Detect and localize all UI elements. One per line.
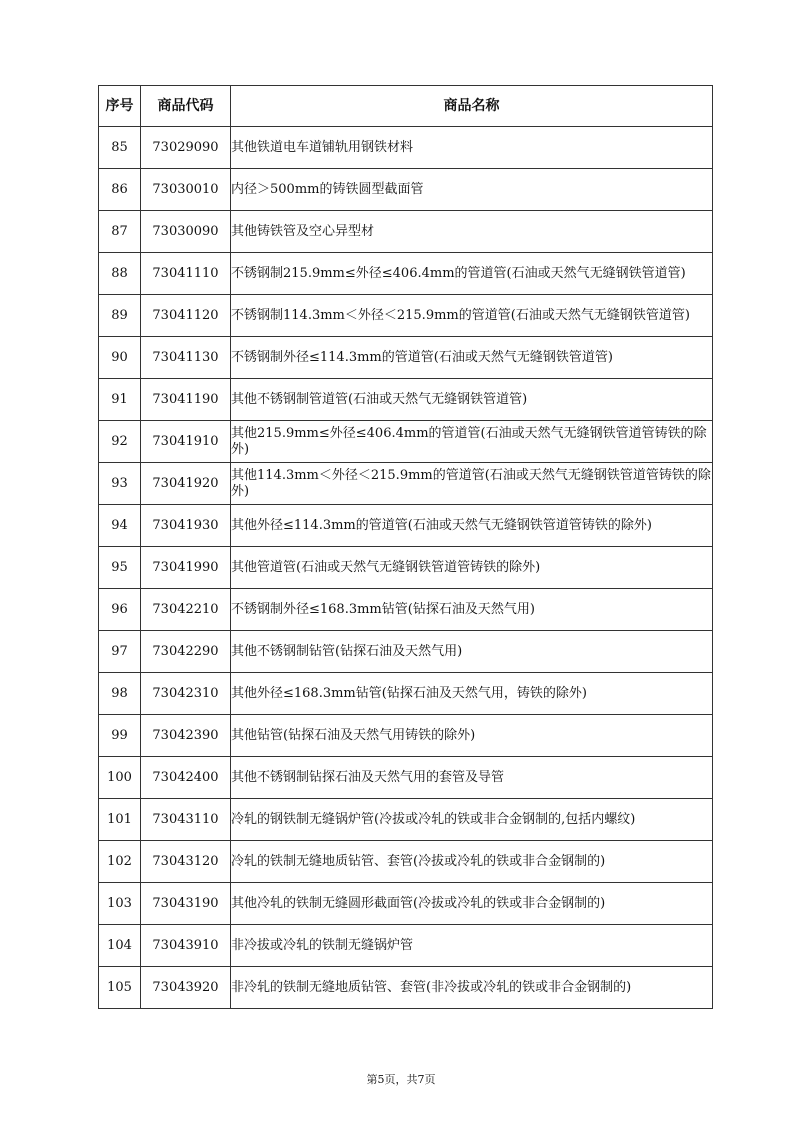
serial-no-cell: 100 (99, 757, 141, 799)
serial-no-cell: 88 (99, 253, 141, 295)
product-name-cell: 不锈钢制外径≤168.3mm钻管(钻探石油及天然气用) (231, 589, 713, 631)
product-code-cell: 73030010 (141, 169, 231, 211)
product-code-cell: 73043120 (141, 841, 231, 883)
product-code-cell: 73041110 (141, 253, 231, 295)
product-code-cell: 73041930 (141, 505, 231, 547)
product-code-cell: 73029090 (141, 127, 231, 169)
product-name-cell: 其他铸铁管及空心异型材 (231, 211, 713, 253)
product-name-cell: 其他不锈钢制钻管(钻探石油及天然气用) (231, 631, 713, 673)
product-code-cell: 73042390 (141, 715, 231, 757)
product-name-cell: 其他114.3mm＜外径＜215.9mm的管道管(石油或天然气无缝钢铁管道管铸铁的除外) (231, 463, 713, 505)
serial-no-cell: 102 (99, 841, 141, 883)
table-row (99, 295, 713, 337)
product-code-cell: 73043920 (141, 967, 231, 1009)
serial-no-cell: 94 (99, 505, 141, 547)
table-row (99, 211, 713, 253)
table-row (99, 757, 713, 799)
table-row (99, 589, 713, 631)
table-row (99, 799, 713, 841)
table-row (99, 715, 713, 757)
table-row (99, 463, 713, 505)
product-code-cell: 73030090 (141, 211, 231, 253)
serial-no-cell: 90 (99, 337, 141, 379)
table-row (99, 169, 713, 211)
product-name-cell: 其他外径≤168.3mm钻管(钻探石油及天然气用，铸铁的除外) (231, 673, 713, 715)
product-code-cell: 73041990 (141, 547, 231, 589)
product-code-cell: 73043190 (141, 883, 231, 925)
product-name-cell: 其他不锈钢制钻探石油及天然气用的套管及导管 (231, 757, 713, 799)
table-header-row (99, 86, 713, 127)
product-name-cell: 非冷轧的铁制无缝地质钻管、套管(非冷拔或冷轧的铁或非合金钢制的) (231, 967, 713, 1009)
table-row (99, 253, 713, 295)
serial-no-cell: 104 (99, 925, 141, 967)
serial-no-cell: 103 (99, 883, 141, 925)
table-row (99, 421, 713, 463)
product-name-cell: 其他钻管(钻探石油及天然气用铸铁的除外) (231, 715, 713, 757)
product-code-cell: 73043110 (141, 799, 231, 841)
serial-no-cell: 95 (99, 547, 141, 589)
serial-no-cell: 101 (99, 799, 141, 841)
product-name-cell: 其他冷轧的铁制无缝圆形截面管(冷拔或冷轧的铁或非合金钢制的) (231, 883, 713, 925)
header-product-name: 商品名称 (231, 86, 713, 127)
serial-no-cell: 86 (99, 169, 141, 211)
product-name-cell: 不锈钢制114.3mm＜外径＜215.9mm的管道管(石油或天然气无缝钢铁管道管) (231, 295, 713, 337)
product-code-cell: 73041190 (141, 379, 231, 421)
table-row (99, 547, 713, 589)
table-body (99, 127, 713, 1009)
serial-no-cell: 89 (99, 295, 141, 337)
product-name-cell: 其他不锈钢制管道管(石油或天然气无缝钢铁管道管) (231, 379, 713, 421)
serial-no-cell: 105 (99, 967, 141, 1009)
header-product-code: 商品代码 (141, 86, 231, 127)
document-page (98, 85, 712, 1009)
product-code-cell: 73041920 (141, 463, 231, 505)
product-name-cell: 其他外径≤114.3mm的管道管(石油或天然气无缝钢铁管道管铸铁的除外) (231, 505, 713, 547)
product-code-cell: 73041130 (141, 337, 231, 379)
serial-no-cell: 92 (99, 421, 141, 463)
product-name-cell: 冷轧的铁制无缝地质钻管、套管(冷拔或冷轧的铁或非合金钢制的) (231, 841, 713, 883)
goods-table (98, 85, 713, 1009)
product-name-cell: 内径＞500mm的铸铁圆型截面管 (231, 169, 713, 211)
product-code-cell: 73042310 (141, 673, 231, 715)
header-serial-no: 序号 (99, 86, 141, 127)
product-code-cell: 73041120 (141, 295, 231, 337)
product-code-cell: 73042290 (141, 631, 231, 673)
serial-no-cell: 98 (99, 673, 141, 715)
product-code-cell: 73043910 (141, 925, 231, 967)
serial-no-cell: 93 (99, 463, 141, 505)
product-name-cell: 不锈钢制215.9mm≤外径≤406.4mm的管道管(石油或天然气无缝钢铁管道管) (231, 253, 713, 295)
product-name-cell: 非冷拔或冷轧的铁制无缝锅炉管 (231, 925, 713, 967)
table-row (99, 883, 713, 925)
table-row (99, 925, 713, 967)
serial-no-cell: 91 (99, 379, 141, 421)
serial-no-cell: 87 (99, 211, 141, 253)
serial-no-cell: 97 (99, 631, 141, 673)
table-row (99, 967, 713, 1009)
table-row (99, 673, 713, 715)
serial-no-cell: 85 (99, 127, 141, 169)
table-row (99, 631, 713, 673)
product-name-cell: 冷轧的钢铁制无缝锅炉管(冷拔或冷轧的铁或非合金钢制的,包括内螺纹) (231, 799, 713, 841)
product-code-cell: 73041910 (141, 421, 231, 463)
table-row (99, 841, 713, 883)
product-code-cell: 73042400 (141, 757, 231, 799)
table-row (99, 337, 713, 379)
table-row (99, 505, 713, 547)
table-row (99, 379, 713, 421)
product-code-cell: 73042210 (141, 589, 231, 631)
page-number: 第5页，共7页 (366, 1073, 436, 1086)
product-name-cell: 其他管道管(石油或天然气无缝钢铁管道管铸铁的除外) (231, 547, 713, 589)
product-name-cell: 其他215.9mm≤外径≤406.4mm的管道管(石油或天然气无缝钢铁管道管铸铁的除外) (231, 421, 713, 463)
product-name-cell: 其他铁道电车道铺轨用钢铁材料 (231, 127, 713, 169)
serial-no-cell: 99 (99, 715, 141, 757)
table-row (99, 127, 713, 169)
serial-no-cell: 96 (99, 589, 141, 631)
product-name-cell: 不锈钢制外径≤114.3mm的管道管(石油或天然气无缝钢铁管道管) (231, 337, 713, 379)
